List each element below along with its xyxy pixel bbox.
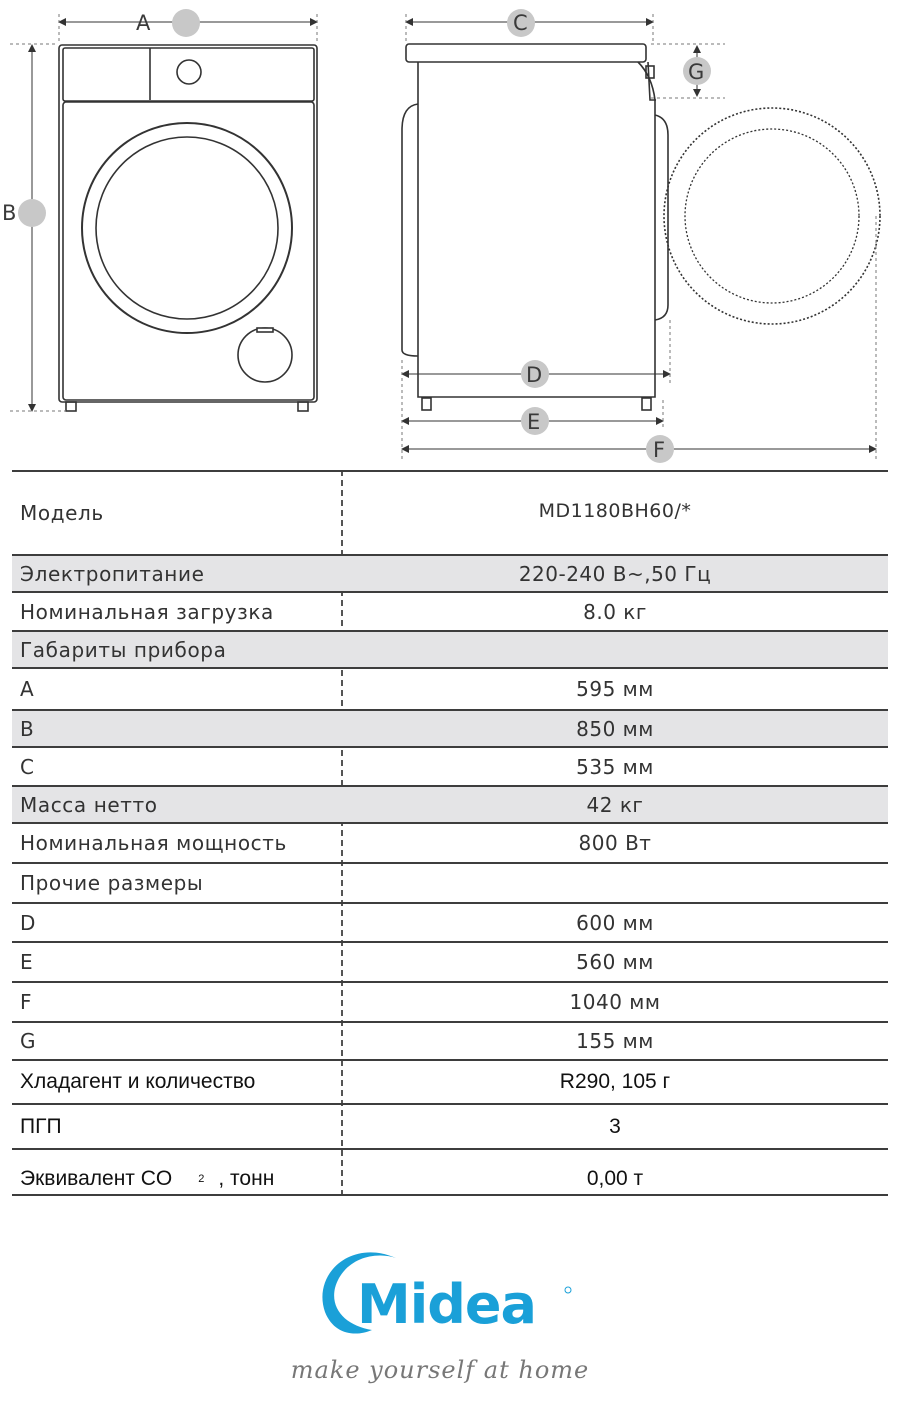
extension-lines xyxy=(402,216,876,462)
table-row xyxy=(12,1023,888,1061)
row-label: D xyxy=(20,910,37,935)
dimension-e xyxy=(402,407,663,435)
row-label: Номинальная загрузка xyxy=(20,599,274,624)
table-row xyxy=(12,824,888,864)
midea-logo xyxy=(0,1230,897,1401)
row-label: A xyxy=(20,677,35,701)
table-row xyxy=(12,983,888,1023)
row-value xyxy=(342,632,888,667)
table-row xyxy=(12,593,888,632)
dimension-g xyxy=(651,44,725,98)
table-row xyxy=(12,1061,888,1105)
row-label: Номинальная мощность xyxy=(20,831,287,855)
row-label: Масса нетто xyxy=(20,792,158,817)
row-value: 1040 мм xyxy=(569,990,661,1014)
table-row xyxy=(12,748,888,787)
table-row xyxy=(12,632,888,669)
specs-table xyxy=(12,470,888,1196)
brand-name: Midea xyxy=(357,1273,536,1336)
table-row xyxy=(12,904,888,943)
side-view xyxy=(402,44,880,410)
letter-d: D xyxy=(526,363,543,387)
row-value xyxy=(342,864,888,902)
front-view xyxy=(59,45,317,411)
row-value: 800 Вт xyxy=(578,831,652,855)
co2-subscript: 2 xyxy=(198,1173,205,1185)
row-label: E xyxy=(20,950,34,974)
row-label: Электропитание xyxy=(20,561,205,586)
row-value: R290, 105 г xyxy=(559,1070,671,1093)
row-label: C xyxy=(20,754,35,779)
row-value: 600 мм xyxy=(576,910,654,935)
row-value: 3 xyxy=(609,1114,621,1138)
table-row xyxy=(12,711,888,748)
row-label: G xyxy=(20,1029,37,1053)
table-row xyxy=(12,470,888,556)
letter-e: E xyxy=(527,410,541,434)
letter-g: G xyxy=(688,60,705,84)
row-value: 8.0 кг xyxy=(583,599,647,624)
dimension-c xyxy=(406,9,653,44)
letter-c: C xyxy=(513,11,528,35)
row-value: 595 мм xyxy=(576,677,654,701)
registered-mark-icon xyxy=(565,1287,571,1293)
brand-tagline: make yourself at home xyxy=(290,1356,590,1384)
row-value: MD1180BH60/* xyxy=(538,500,692,522)
row-value: 535 мм xyxy=(576,754,654,779)
row-value: 42 кг xyxy=(586,792,644,817)
dimension-d xyxy=(402,360,670,388)
row-value: 220-240 В~,50 Гц xyxy=(518,561,712,586)
marker-dot xyxy=(172,9,200,37)
table-row xyxy=(12,669,888,711)
letter-b: B xyxy=(2,201,17,225)
dimension-a xyxy=(59,9,317,44)
co2-unit: , тонн xyxy=(218,1167,275,1190)
table-row xyxy=(12,864,888,904)
marker-dot xyxy=(18,199,46,227)
letter-a: A xyxy=(136,11,151,35)
row-label: Прочие размеры xyxy=(20,871,204,895)
table-row xyxy=(12,556,888,593)
row-value: 850 мм xyxy=(576,716,654,741)
dimension-b xyxy=(2,44,66,411)
row-label xyxy=(12,1150,342,1194)
table-row xyxy=(12,943,888,983)
table-row xyxy=(12,1150,888,1196)
row-value: 155 мм xyxy=(576,1029,654,1053)
row-label: Модель xyxy=(20,501,104,525)
row-label: ПГП xyxy=(20,1114,62,1138)
row-value: 560 мм xyxy=(576,950,654,974)
table-row xyxy=(12,787,888,824)
row-value: 0,00 т xyxy=(586,1167,644,1190)
row-label: Габариты прибора xyxy=(20,637,227,662)
dimension-f xyxy=(402,435,876,463)
row-label: B xyxy=(20,716,35,741)
co2-label: Эквивалент CO xyxy=(20,1167,173,1190)
table-row xyxy=(12,1105,888,1150)
row-label: F xyxy=(20,990,33,1014)
dimensions-diagram xyxy=(0,0,897,470)
row-label: Хладагент и количество xyxy=(20,1070,256,1093)
letter-f: F xyxy=(653,438,666,462)
